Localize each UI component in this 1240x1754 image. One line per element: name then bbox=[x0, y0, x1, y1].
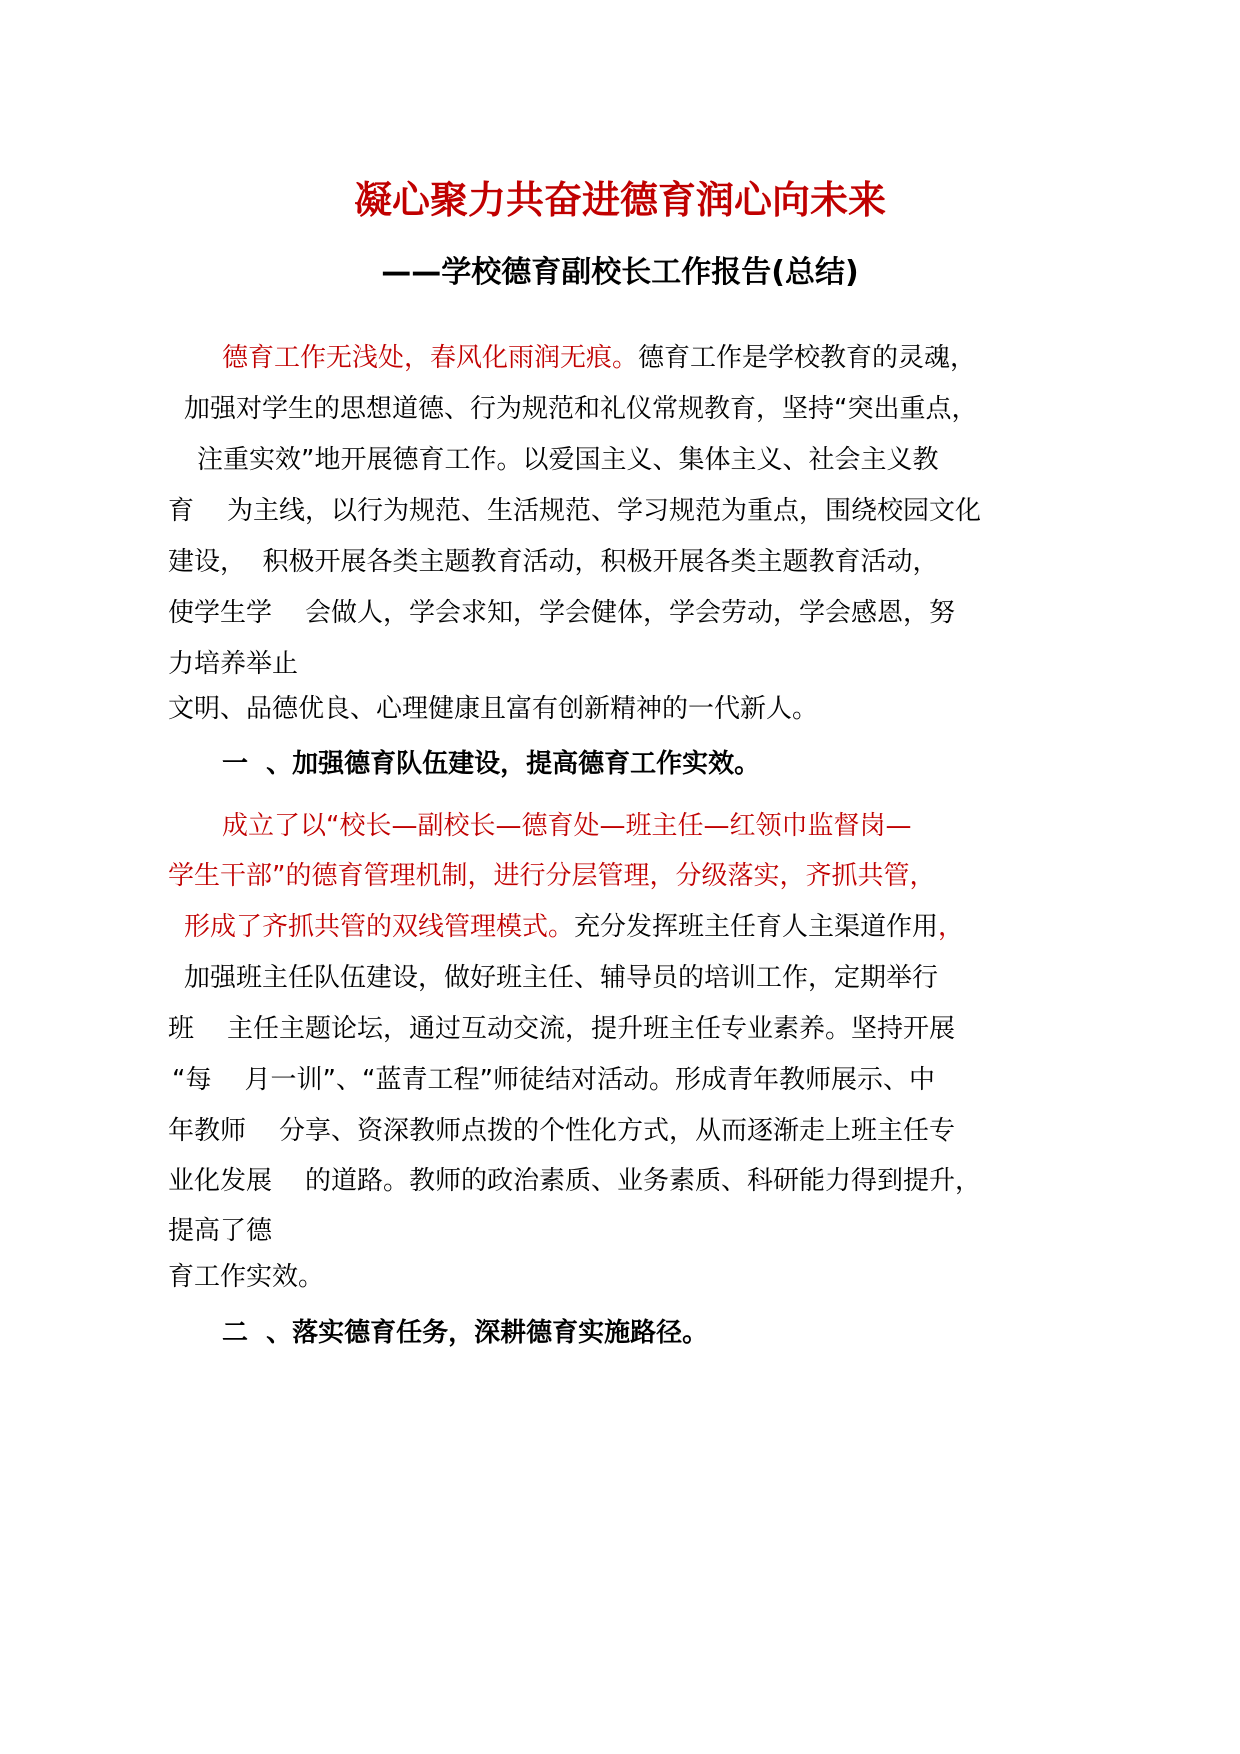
highlight-text: 德育工作无浅处，春风化雨润无痕。 bbox=[222, 343, 639, 373]
body-text: 充分发挥班主任育人主渠道作用 bbox=[574, 912, 939, 942]
body-text: 德育工作是学校教育的灵魂， bbox=[638, 343, 977, 373]
paragraph-2-line-8: 业化发展 的道路。教师的政治素质、业务素质、科研能力得到提升， bbox=[168, 1166, 982, 1196]
paragraph-1-line-6: 使学生学 会做人，学会求知，学会健体，学会劳动，学会感恩，努 bbox=[168, 598, 956, 628]
document-subtitle: ——学校德育副校长工作报告(总结) bbox=[381, 255, 859, 290]
highlight-text: 形成了齐抓共管的双线管理模式。 bbox=[184, 912, 575, 942]
paragraph-2-line-3 bbox=[184, 909, 964, 945]
paragraph-1-line-4: 育 为主线，以行为规范、生活规范、学习规范为重点，围绕校园文化 bbox=[168, 496, 982, 526]
paragraph-2-line-2: 学生干部”的德育管理机制，进行分层管理，分级落实，齐抓共管， bbox=[168, 861, 936, 891]
paragraph-2-line-5: 班 主任主题论坛，通过互动交流，提升班主任专业素养。坚持开展 bbox=[168, 1014, 956, 1044]
section-heading-2: 二 、落实德育任务，深耕德育实施路径。 bbox=[222, 1318, 709, 1348]
paragraph-2-line-10: 育工作实效。 bbox=[168, 1262, 325, 1292]
paragraph-2-line-7: 年教师 分享、资深教师点拨的个性化方式，从而逐渐走上班主任专 bbox=[168, 1116, 956, 1146]
paragraph-1-line-8: 文明、品德优良、心理健康且富有创新精神的一代新人。 bbox=[168, 694, 819, 724]
paragraph-2-line-1: 成立了以“校长—副校长—德育处—班主任—红领巾监督岗— bbox=[222, 811, 912, 841]
section-heading-1: 一 、加强德育队伍建设，提高德育工作实效。 bbox=[222, 749, 761, 779]
paragraph-1-line-7: 力培养举止 bbox=[168, 649, 299, 679]
document-title: 凝心聚力共奋进德育润心向未来 bbox=[353, 178, 886, 222]
paragraph-2-line-9: 提高了德 bbox=[168, 1216, 273, 1246]
paragraph-1-line-1 bbox=[222, 340, 976, 376]
highlight-comma: ， bbox=[938, 912, 965, 942]
paragraph-1-line-5: 建设， 积极开展各类主题教育活动，积极开展各类主题教育活动， bbox=[168, 547, 939, 577]
paragraph-1-line-3: 注重实效”地开展德育工作。以爱国主义、集体主义、社会主义教 bbox=[197, 445, 939, 475]
paragraph-2-line-6: “每 月一训”、“蓝青工程”师徒结对活动。形成青年教师展示、中 bbox=[172, 1065, 935, 1095]
paragraph-2-line-4: 加强班主任队伍建设，做好班主任、辅导员的培训工作，定期举行 bbox=[184, 963, 939, 993]
paragraph-1-line-2: 加强对学生的思想道德、行为规范和礼仪常规教育，坚持“突出重点， bbox=[184, 394, 978, 424]
